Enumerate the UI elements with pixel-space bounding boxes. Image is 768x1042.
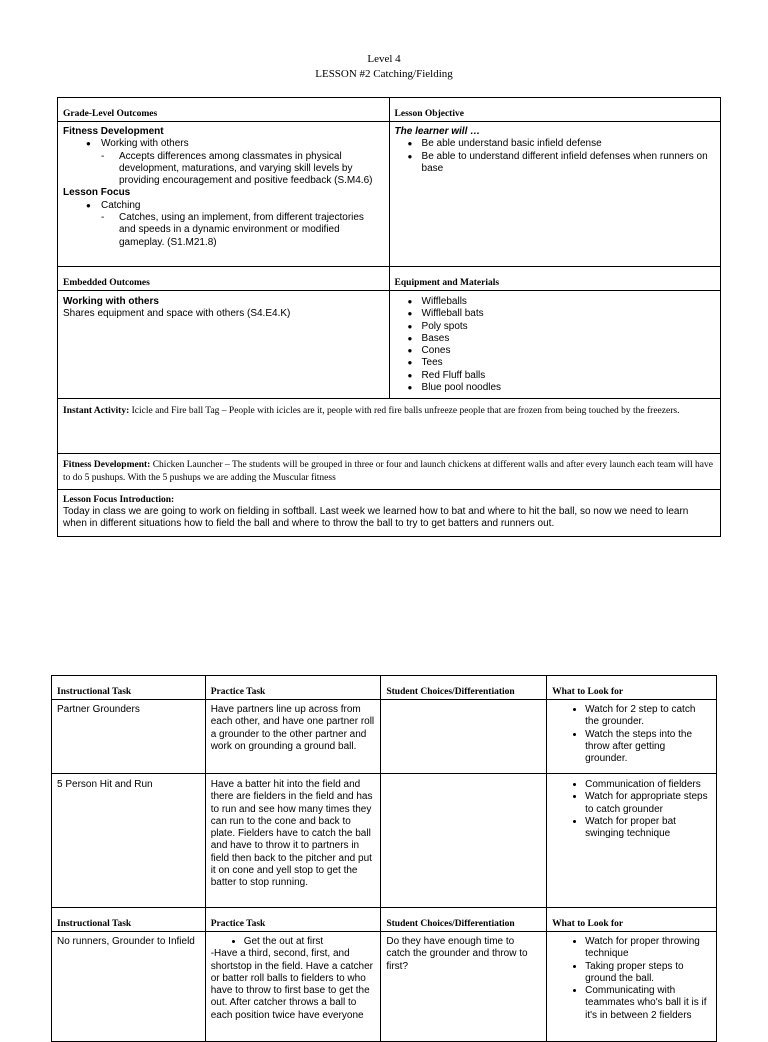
- practice-task: -Have a third, second, first, and shortstop in the field. Have a catcher or batter roll balls to fielders to who have to throw to first base to get the out. After catcher throws a ball to each position twice have everyone: [210, 948, 374, 1021]
- lesson-heading: LESSON #2 Catching/Fielding: [315, 68, 453, 80]
- practice-cell: [205, 774, 381, 908]
- fitness-bullet: ● Working with others: [63, 138, 383, 150]
- embedded-text: Shares equipment and space with others (S4.E4.K): [63, 308, 291, 320]
- header-cell: [547, 908, 717, 932]
- learner-will: The learner will …: [394, 126, 481, 137]
- embedded-header-cell: [58, 267, 390, 291]
- column-header: What to Look for: [552, 687, 624, 697]
- header-cell: [547, 676, 717, 700]
- table-row: [52, 774, 717, 908]
- fitness-activity-text: Chicken Launcher – The students will be grouped in three or four and launch chickens at different walls and after every launch each team will have to do 5 pushups. With the 5 pushups we are adding the Muscular fitness: [63, 460, 713, 483]
- column-header: Student Choices/Differentiation: [386, 687, 515, 697]
- focus-dash-item: - Catches, using an implement, from different trajectories and speeds in a dynamic environment or modified gameplay. (S1.M21.8): [119, 212, 383, 249]
- fitness-activity-label: Fitness Development:: [63, 460, 151, 470]
- column-header: Practice Task: [210, 919, 266, 929]
- look-for-item: • Watch for appropriate steps to catch grounder: [585, 791, 710, 816]
- intro-label: Lesson Focus Introduction:: [63, 495, 175, 505]
- task-cell: [52, 774, 206, 908]
- column-header: Instructional Task: [57, 919, 132, 929]
- document-title: [0, 52, 768, 82]
- instructional-task: No runners, Grounder to Infield: [57, 936, 195, 947]
- level-heading: Level 4: [367, 53, 401, 65]
- task-cell: [52, 932, 206, 1042]
- outcomes-header-cell: [58, 98, 390, 122]
- practice-task: Have a batter hit into the field and there are fielders in the field and has to run and see how many times they can run to the cone and back to plate. Fielders have to catch the ball and have to throw it to partners in field then back to the pitcher and put it on cone and yell stop to get the batter to stop running.: [210, 779, 373, 889]
- instant-activity-label: Instant Activity:: [63, 406, 130, 416]
- objective-item: ● Be able to understand different infield defenses when runners on base: [395, 151, 714, 176]
- instructional-task: 5 Person Hit and Run: [57, 779, 153, 790]
- instruction-table: [51, 675, 717, 1042]
- equipment-item: ● Bases: [395, 333, 714, 345]
- equipment-cell: [389, 291, 720, 399]
- objective-header-cell: [389, 98, 720, 122]
- student-choices: Do they have enough time to catch the grounder and throw to first?: [386, 936, 528, 972]
- column-header: Practice Task: [210, 687, 266, 697]
- outcomes-cell: [58, 122, 390, 267]
- fitness-development-title: Fitness Development: [63, 126, 164, 137]
- look-for-item: • Watch for 2 step to catch the grounder.: [585, 704, 710, 729]
- intro-text: Today in class we are going to work on fielding in softball. Last week we learned how to bat and where to hit the ball, so now we need to learn when in different situations how to field the ball and where to throw the ball to try to get batters and runners out.: [63, 506, 689, 530]
- header-cell: [381, 676, 547, 700]
- table-row: [52, 932, 717, 1042]
- header-cell: [205, 908, 381, 932]
- look-for-item: • Communicating with teammates who's ball it is if it's in between 2 fielders: [585, 985, 710, 1022]
- look-for-item: • Communication of fielders: [585, 779, 710, 791]
- equipment-header-cell: [389, 267, 720, 291]
- header-cell: [381, 908, 547, 932]
- outcomes-header: Grade-Level Outcomes: [63, 109, 158, 119]
- instant-activity-cell: [58, 399, 721, 454]
- instant-activity-text: Icicle and Fire ball Tag – People with icicles are it, people with red fire balls unfreeze people that are frozen from being touched by the freezers.: [129, 406, 680, 416]
- fitness-activity-cell: [58, 454, 721, 490]
- equipment-item: ● Wiffleball bats: [395, 308, 714, 320]
- objective-header: Lesson Objective: [394, 109, 464, 119]
- header-cell: [205, 676, 381, 700]
- focus-bullet: ● Catching: [63, 200, 383, 212]
- embedded-cell: [58, 291, 390, 399]
- objective-item: ● Be able understand basic infield defense: [395, 138, 714, 150]
- practice-cell: [205, 932, 381, 1042]
- look-for-item: • Watch the steps into the throw after getting grounder.: [585, 729, 710, 766]
- practice-bullet: • Get the out at first: [244, 936, 375, 948]
- look-for-cell: [547, 700, 717, 774]
- look-for-item: • Taking proper steps to ground the ball.: [585, 961, 710, 986]
- task-cell: [52, 700, 206, 774]
- lesson-focus-title: Lesson Focus: [63, 187, 131, 199]
- practice-task: Have partners line up across from each other, and have one partner roll a grounder to the other partner and work on grounding a ground ball.: [210, 704, 375, 752]
- equipment-item: ● Tees: [395, 357, 714, 369]
- look-for-cell: [547, 774, 717, 908]
- column-header: What to Look for: [552, 919, 624, 929]
- choices-cell: [381, 932, 547, 1042]
- lesson-plan-table: [57, 97, 721, 537]
- column-header: Student Choices/Differentiation: [386, 919, 515, 929]
- practice-cell: [205, 700, 381, 774]
- objective-cell: [389, 122, 720, 267]
- header-cell: [52, 676, 206, 700]
- embedded-header: Embedded Outcomes: [63, 278, 150, 288]
- equipment-header: Equipment and Materials: [394, 278, 500, 288]
- equipment-item: ● Cones: [395, 345, 714, 357]
- fitness-dash-item: - Accepts differences among classmates in physical development, maturations, and varying skill levels by providing encouragement and positive feedback (S.M4.6): [119, 151, 383, 188]
- look-for-item: • Watch for proper throwing technique: [585, 936, 710, 961]
- look-for-item: • Watch for proper bat swinging technique: [585, 816, 710, 841]
- header-cell: [52, 908, 206, 932]
- embedded-title: Working with others: [63, 296, 159, 307]
- intro-cell: [58, 490, 721, 537]
- equipment-item: ● Red Fluff balls: [395, 370, 714, 382]
- equipment-item: ● Blue pool noodles: [395, 382, 714, 394]
- equipment-item: ● Poly spots: [395, 321, 714, 333]
- table-row: [52, 700, 717, 774]
- column-header: Instructional Task: [57, 687, 132, 697]
- look-for-cell: [547, 932, 717, 1042]
- equipment-item: ● Wiffleballs: [395, 296, 714, 308]
- choices-cell: [381, 700, 547, 774]
- instructional-task: Partner Grounders: [57, 704, 140, 715]
- choices-cell: [381, 774, 547, 908]
